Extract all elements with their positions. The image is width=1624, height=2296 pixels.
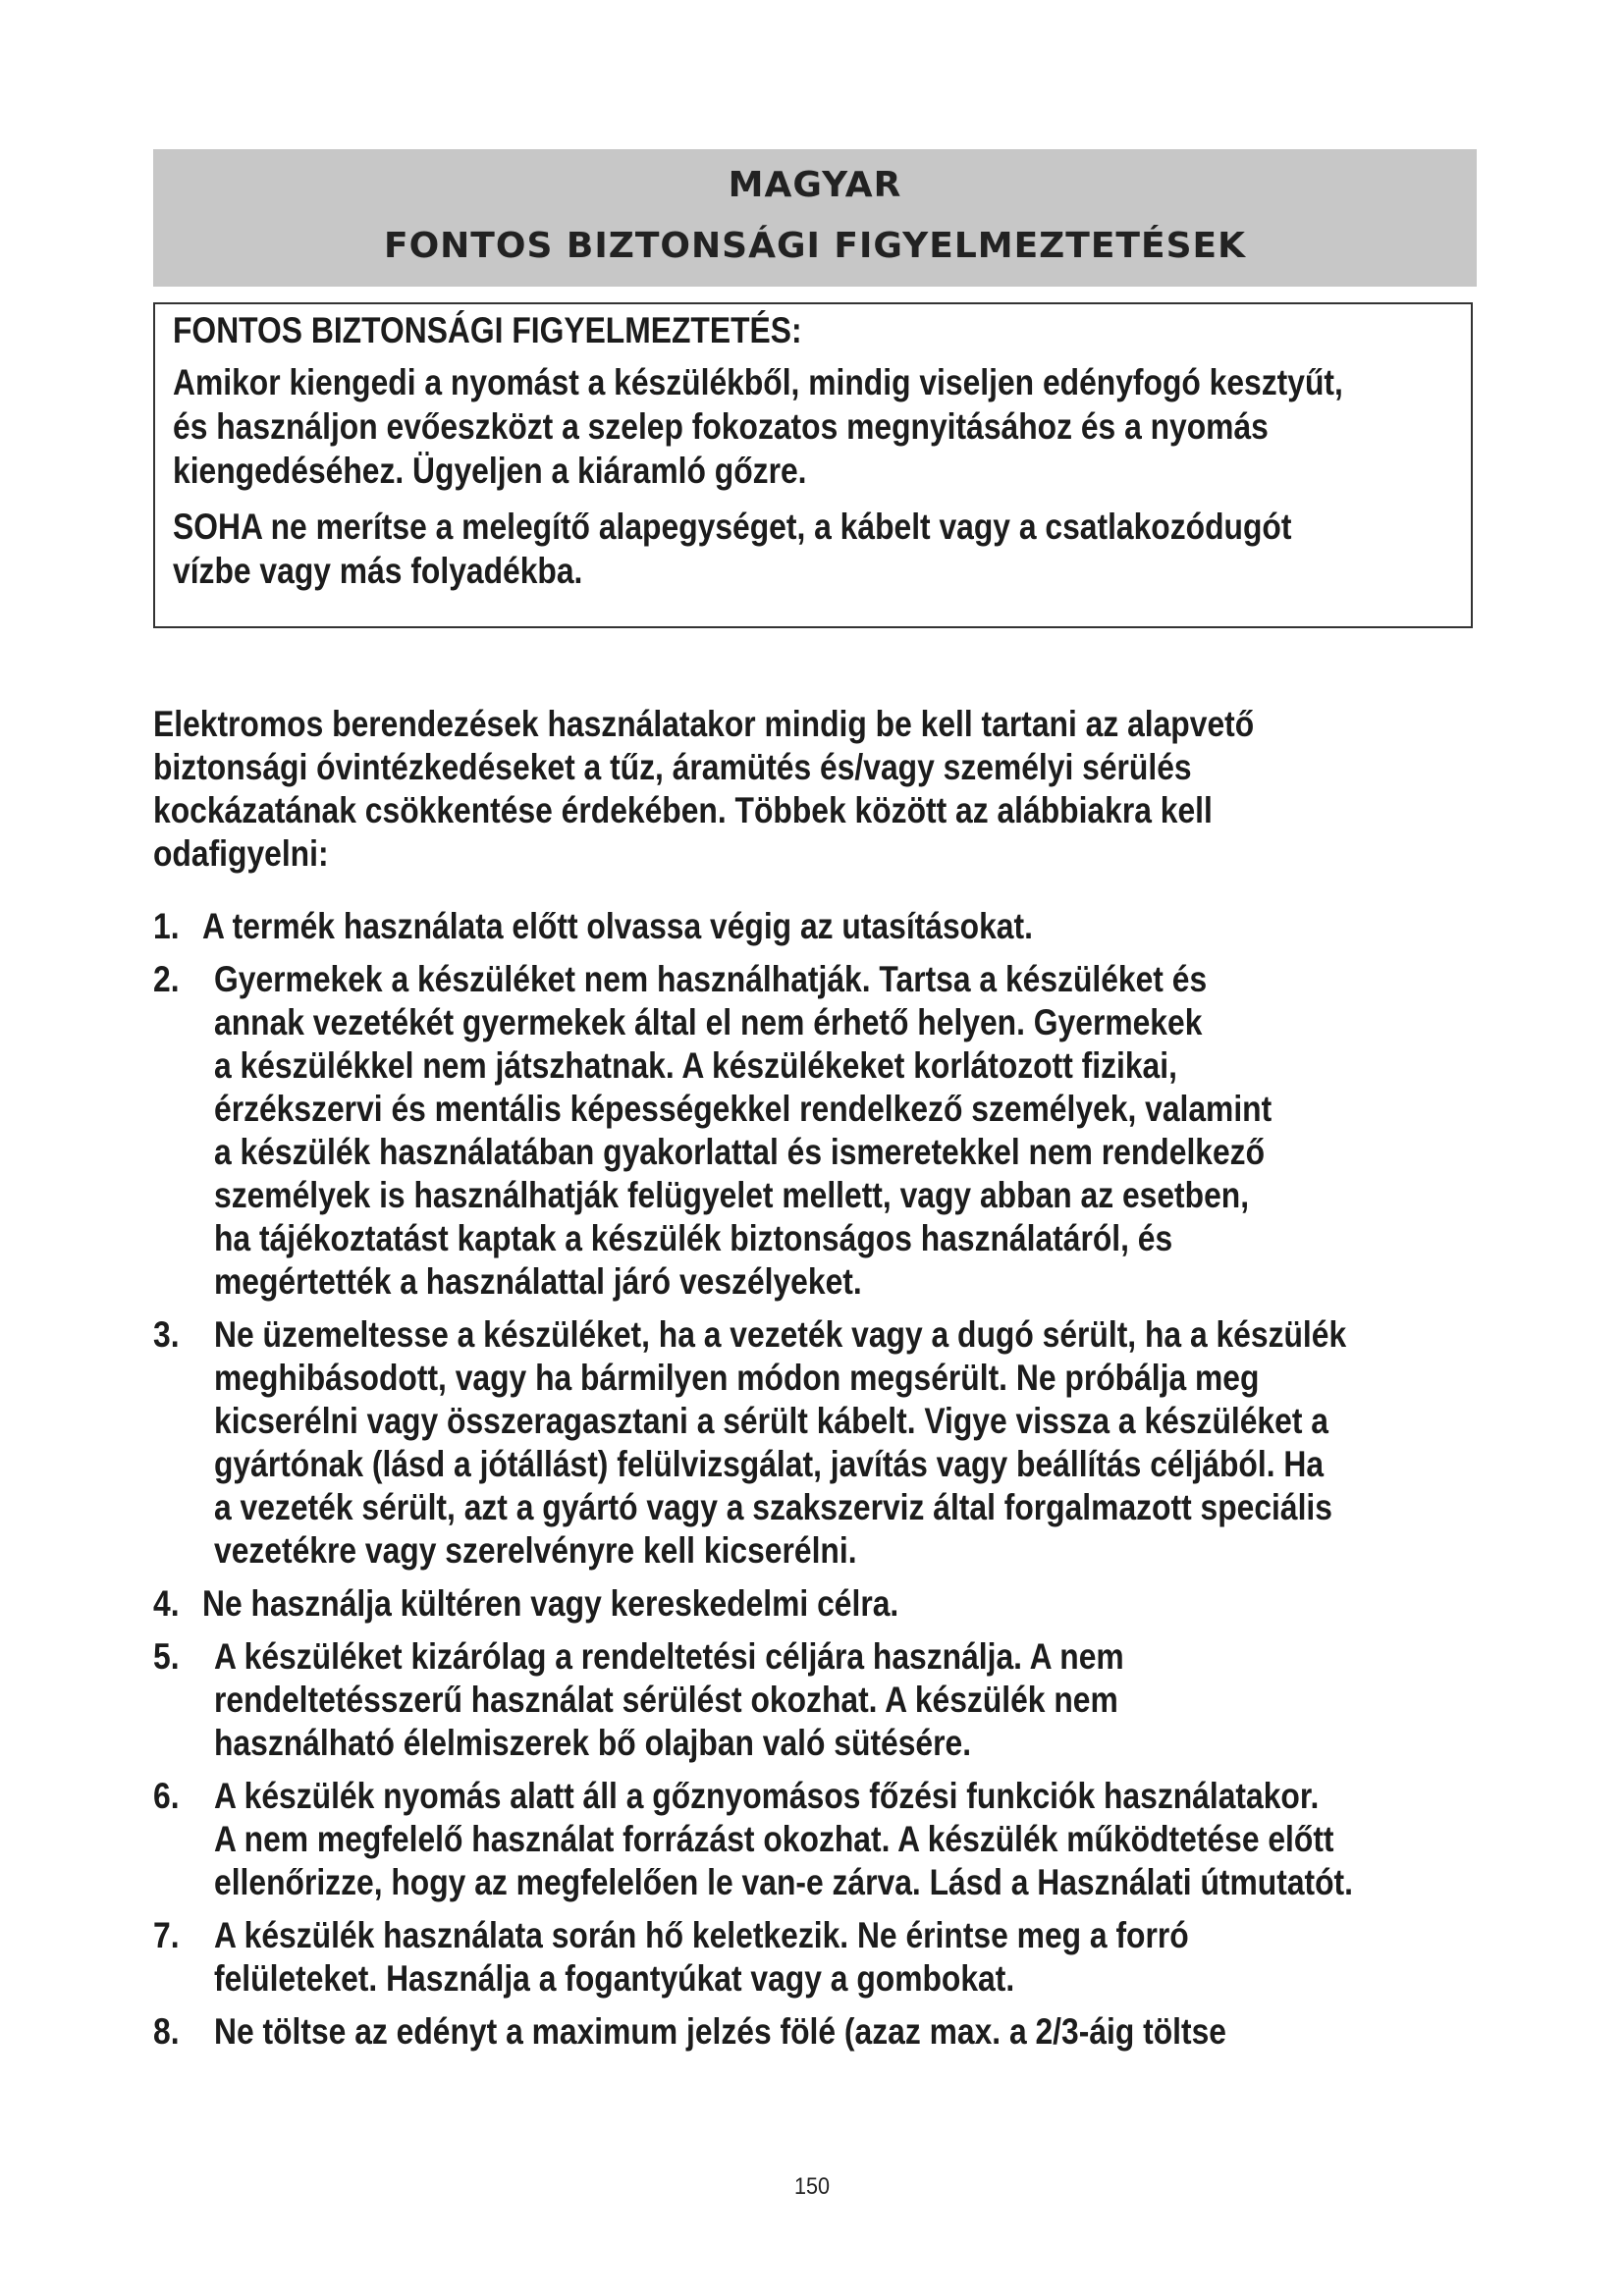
list-item-1 bbox=[153, 905, 1508, 948]
list-item-number: 6. bbox=[153, 1776, 180, 1816]
list-item-text bbox=[202, 1582, 1508, 1626]
list-line: A termék használata előtt olvassa végig az utasításokat. bbox=[202, 906, 1033, 946]
list-item-7 bbox=[153, 1914, 1508, 2001]
list-item-3 bbox=[153, 1313, 1508, 1573]
warning-line: SOHA ne merítse a melegítő alapegységet, a kábelt vagy a csatlakozódugót bbox=[173, 507, 1292, 547]
intro-line: kockázatának csökkentése érdekében. Többek között az alábbiakra kell bbox=[153, 790, 1213, 830]
list-line: A készüléket kizárólag a rendeltetési céljára használja. A nem bbox=[214, 1636, 1124, 1677]
important-warning-box bbox=[153, 302, 1473, 628]
list-item-2 bbox=[153, 958, 1508, 1304]
list-line: érzékszervi és mentális képességekkel rendelkező személyek, valamint bbox=[214, 1089, 1272, 1129]
list-line: a vezeték sérült, azt a gyártó vagy a szakszerviz által forgalmazott speciális bbox=[214, 1487, 1332, 1527]
list-line: felületeket. Használja a fogantyúkat vagy a gombokat. bbox=[214, 1958, 1015, 1999]
intro-line: odafigyelni: bbox=[153, 833, 329, 874]
safety-title: FONTOS BIZTONSÁGI FIGYELMEZTETÉSEK bbox=[383, 226, 1246, 266]
warning-paragraph-2 bbox=[173, 505, 1453, 593]
warning-paragraph-1 bbox=[173, 360, 1453, 493]
list-item-8 bbox=[153, 2010, 1508, 2054]
list-item-text bbox=[214, 1635, 1508, 1765]
list-item-text bbox=[214, 1914, 1508, 2001]
warning-line: kiengedéséhez. Ügyeljen a kiáramló gőzre. bbox=[173, 451, 807, 491]
intro-paragraph bbox=[153, 703, 1489, 876]
list-item-number: 3. bbox=[153, 1314, 180, 1355]
list-line: a készülék használatában gyakorlattal és ismeretekkel nem rendelkező bbox=[214, 1132, 1266, 1172]
intro-line: Elektromos berendezések használatakor mindig be kell tartani az alapvető bbox=[153, 704, 1255, 744]
list-line: Ne üzemeltesse a készüléket, ha a vezeték vagy a dugó sérült, ha a készülék bbox=[214, 1314, 1347, 1355]
list-line: A nem megfelelő használat forrázást okozhat. A készülék működtetése előtt bbox=[214, 1819, 1334, 1859]
list-item-6 bbox=[153, 1775, 1508, 1904]
list-item-number: 1. bbox=[153, 906, 180, 946]
list-line: a készülékkel nem játszhatnak. A készülékeket korlátozott fizikai, bbox=[214, 1045, 1177, 1086]
language-heading: MAGYAR bbox=[728, 165, 902, 205]
list-item-text bbox=[214, 2010, 1508, 2054]
list-line: Ne töltse az edényt a maximum jelzés fölé (azaz max. a 2/3-áig töltse bbox=[214, 2011, 1227, 2052]
list-line: ellenőrizze, hogy az megfelelően le van-e zárva. Lásd a Használati útmutatót. bbox=[214, 1862, 1353, 1902]
list-line: kicserélni vagy összeragasztani a sérült kábelt. Vigye vissza a készüléket a bbox=[214, 1401, 1328, 1441]
section-header bbox=[153, 149, 1477, 287]
warning-title: FONTOS BIZTONSÁGI FIGYELMEZTETÉS: bbox=[173, 310, 802, 350]
list-item-5 bbox=[153, 1635, 1508, 1765]
list-line: rendeltetésszerű használat sérülést okozhat. A készülék nem bbox=[214, 1680, 1118, 1720]
list-line: Gyermekek a készüléket nem használhatják. Tartsa a készüléket és bbox=[214, 959, 1208, 999]
list-line: A készülék nyomás alatt áll a gőznyomásos főzési funkciók használatakor. bbox=[214, 1776, 1320, 1816]
list-item-number: 8. bbox=[153, 2011, 180, 2052]
list-item-4 bbox=[153, 1582, 1508, 1626]
list-line: használható élelmiszerek bő olajban való sütésére. bbox=[214, 1723, 972, 1763]
list-item-number: 5. bbox=[153, 1636, 180, 1677]
list-line: Ne használja kültéren vagy kereskedelmi célra. bbox=[202, 1583, 899, 1624]
intro-line: biztonsági óvintézkedéseket a tűz, áramütés és/vagy személyi sérülés bbox=[153, 747, 1192, 787]
list-item-text bbox=[214, 1313, 1508, 1573]
list-line: annak vezetékét gyermekek által el nem érhető helyen. Gyermekek bbox=[214, 1002, 1203, 1042]
list-item-text bbox=[214, 958, 1508, 1304]
warning-line: és használjon evőeszközt a szelep fokozatos megnyitásához és a nyomás bbox=[173, 406, 1269, 447]
list-line: megértették a használattal járó veszélyeket. bbox=[214, 1261, 862, 1302]
list-item-number: 7. bbox=[153, 1915, 180, 1955]
list-line: személyek is használhatják felügyelet mellett, vagy abban az esetben, bbox=[214, 1175, 1250, 1215]
safety-list bbox=[153, 905, 1508, 2063]
list-item-number: 2. bbox=[153, 959, 180, 999]
list-item-number: 4. bbox=[153, 1583, 180, 1624]
list-line: vezetékre vagy szerelvényre kell kicserélni. bbox=[214, 1530, 857, 1571]
list-item-text bbox=[202, 905, 1508, 948]
list-line: ha tájékoztatást kaptak a készülék biztonságos használatáról, és bbox=[214, 1218, 1173, 1258]
page-number: 150 bbox=[793, 2173, 831, 2200]
list-line: A készülék használata során hő keletkezik. Ne érintse meg a forró bbox=[214, 1915, 1189, 1955]
list-line: meghibásodott, vagy ha bármilyen módon megsérült. Ne próbálja meg bbox=[214, 1358, 1260, 1398]
list-item-text bbox=[214, 1775, 1508, 1904]
list-line: gyártónak (lásd a jótállást) felülvizsgálat, javítás vagy beállítás céljából. Ha bbox=[214, 1444, 1325, 1484]
warning-line: vízbe vagy más folyadékba. bbox=[173, 551, 583, 591]
warning-line: Amikor kiengedi a nyomást a készülékből, mindig viseljen edényfogó kesztyűt, bbox=[173, 362, 1343, 402]
